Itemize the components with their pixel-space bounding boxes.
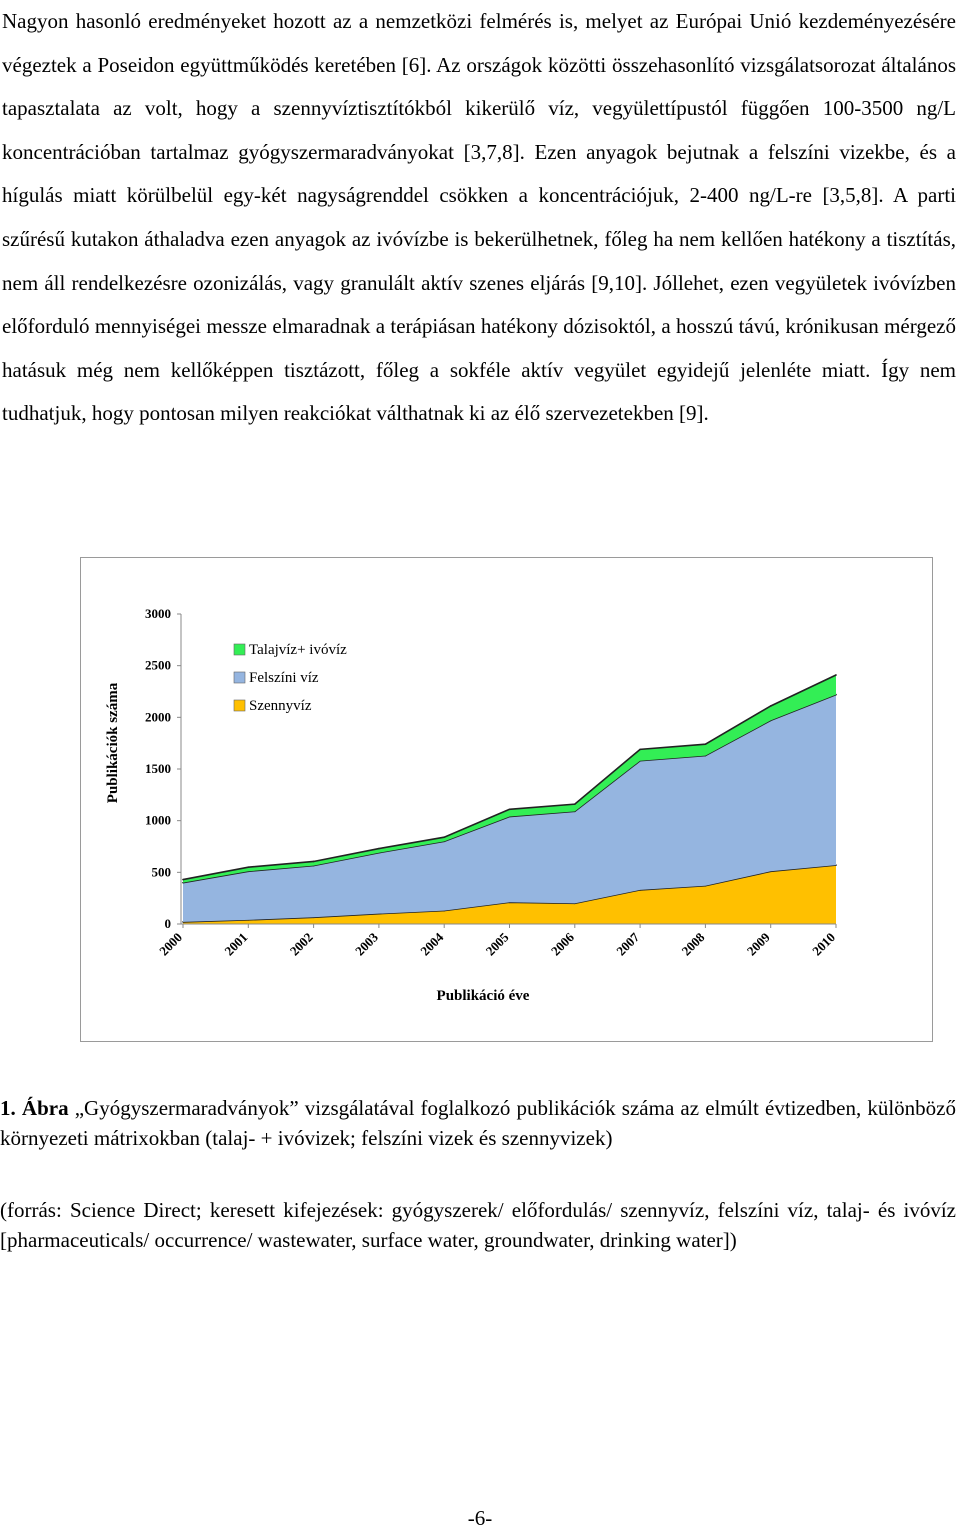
legend-label: Felszíni víz (249, 670, 319, 686)
x-tick-label: 2001 (221, 929, 251, 959)
legend-swatch (234, 644, 245, 655)
y-tick-label: 500 (151, 864, 171, 880)
figure-chart-frame (80, 557, 933, 1042)
data-point-talajviz-ivoviz (639, 749, 641, 751)
legend-swatch (234, 700, 245, 711)
caption-number: 1. (0, 1096, 16, 1120)
y-tick-label: 3000 (145, 606, 171, 621)
data-point-talajviz-ivoviz (770, 705, 772, 707)
x-tick-label: 2004 (417, 929, 447, 959)
data-point-talajviz-ivoviz (509, 809, 511, 811)
y-tick-label: 0 (164, 916, 171, 931)
x-tick-label: 2009 (743, 929, 773, 959)
data-point-talajviz-ivoviz (182, 879, 184, 881)
legend-label: Szennyvíz (249, 698, 312, 714)
x-tick-label: 2000 (156, 929, 186, 959)
x-tick-label: 2002 (286, 929, 316, 959)
data-point-talajviz-ivoviz (248, 866, 250, 868)
caption-text: „Gyógyszermaradványok” vizsgálatával foglalkozó publikációk száma az elmúlt évtizedben, különböző környezeti mátrixokban (talaj- + ivóvizek; felszíni vizek és szennyvizek) (0, 1096, 957, 1150)
legend-label: Talajvíz+ ivóvíz (249, 642, 347, 658)
x-axis-title: Publikáció éve (436, 988, 530, 1004)
data-point-talajviz-ivoviz (574, 803, 576, 805)
data-point-talajviz-ivoviz (835, 674, 837, 676)
y-tick-label: 2000 (145, 709, 171, 725)
caption-label: Ábra (21, 1096, 69, 1120)
legend-swatch (234, 672, 245, 683)
source-note: (forrás: Science Direct; keresett kifejezések: gyógyszerek/ előfordulás/ szennyvíz, felszíni víz, talaj- és ivóvíz [pharmaceuticals/ occurrence/ wastewater, surface water, groundwater, drinking water]) (0, 1198, 956, 1252)
figure-caption (0, 1094, 956, 1153)
data-point-talajviz-ivoviz (313, 861, 315, 863)
y-axis-title: Publikációk száma (105, 682, 121, 804)
x-tick-label: 2003 (352, 929, 382, 959)
body-paragraph: Nagyon hasonló eredményeket hozott az a nemzetközi felmérés is, melyet az Európai Unió kezdeményezésére végeztek a Poseidon együttműködés keretében [6]. Az országok közötti összehasonlító vizsgálatsorozat általános tapasztalata az volt, hogy a szennyvíztisztítókból kikerülő víz, vegyülettípustól függően 100-3500 ng/L koncentrációban tartalmaz gyógyszermaradványokat [3,7,8]. Ezen anyagok bejutnak a felszíni vizekbe, és a hígulás miatt körülbelül egy-két nagyságrenddel csökken a koncentrációjuk, 2-400 ng/L-re [3,5,8]. A parti szűrésű kutakon áthaladva ezen anyagok az ivóvízbe is bekerülhetnek, főleg ha nem kellően hatékony a tisztítás, nem áll rendelkezésre ozonizálás, vagy granulált aktív szenes eljárás [9,10]. Jóllehet, ezen vegyületek ivóvízben előforduló mennyiségei messze elmaradnak a terápiásan hatékony dózisoktól, a hosszú távú, krónikusan mérgező hatásuk még nem kellőképpen tisztázott, főleg a sokféle aktív vegyület egyidejű jelenléte miatt. Így nem tudhatjuk, hogy pontosan milyen reakciókat válthatnak ki az élő szervezetekben [9]. (2, 9, 956, 426)
data-point-talajviz-ivoviz (705, 743, 707, 745)
x-tick-label: 2007 (613, 929, 643, 959)
x-tick-label: 2008 (678, 929, 708, 959)
page-number: -6- (467, 1506, 493, 1530)
x-tick-label: 2006 (547, 929, 577, 959)
publications-area-chart (81, 558, 934, 1043)
y-tick-label: 1500 (145, 761, 171, 776)
data-point-talajviz-ivoviz (443, 836, 445, 838)
y-tick-label: 2500 (145, 657, 171, 673)
x-tick-label: 2010 (809, 929, 839, 959)
data-point-talajviz-ivoviz (378, 848, 380, 850)
y-tick-label: 1000 (145, 812, 171, 828)
x-tick-label: 2005 (482, 929, 512, 959)
